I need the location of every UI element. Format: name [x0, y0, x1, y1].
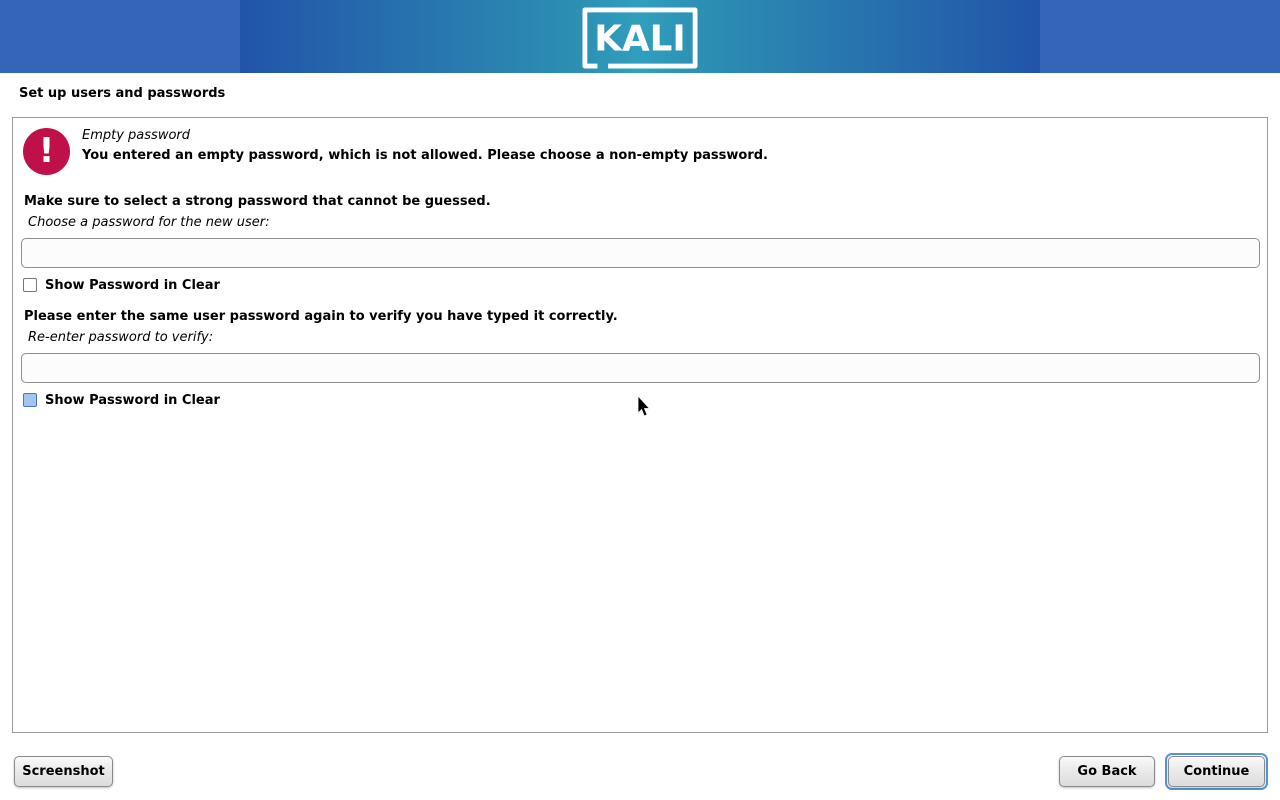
continue-button[interactable]: Continue	[1168, 756, 1265, 787]
error-message: You entered an empty password, which is not allowed. Please choose a non-empty password.	[82, 148, 768, 163]
password-field-label: Choose a password for the new user:	[28, 215, 270, 230]
screenshot-button[interactable]: Screenshot	[14, 756, 113, 787]
go-back-button[interactable]: Go Back	[1059, 756, 1155, 787]
error-title: Empty password	[82, 128, 190, 143]
verify-password-input[interactable]	[21, 353, 1260, 383]
kali-logo-text: KALI	[594, 18, 686, 60]
show-password-checkbox-2[interactable]	[23, 393, 37, 407]
verify-field-label: Re-enter password to verify:	[28, 330, 214, 345]
password-input[interactable]	[21, 238, 1260, 268]
password-instruction: Make sure to select a strong password that cannot be guessed.	[24, 194, 491, 209]
verify-instruction: Please enter the same user password again to verify you have typed it correctly.	[24, 309, 618, 324]
show-password-label-1: Show Password in Clear	[45, 277, 220, 293]
continue-button-focus-ring	[1165, 753, 1268, 790]
show-password-checkbox-row-2[interactable]	[23, 392, 220, 408]
show-password-label-2: Show Password in Clear	[45, 392, 220, 408]
show-password-checkbox-row-1[interactable]	[23, 277, 220, 293]
main-content-frame	[12, 117, 1268, 733]
mouse-cursor-icon	[637, 396, 653, 422]
kali-logo-icon	[582, 7, 698, 73]
show-password-checkbox-1[interactable]	[23, 278, 37, 292]
page-title: Set up users and passwords	[19, 86, 226, 101]
header-banner	[0, 0, 1280, 73]
error-exclamation-icon: !	[23, 128, 70, 175]
